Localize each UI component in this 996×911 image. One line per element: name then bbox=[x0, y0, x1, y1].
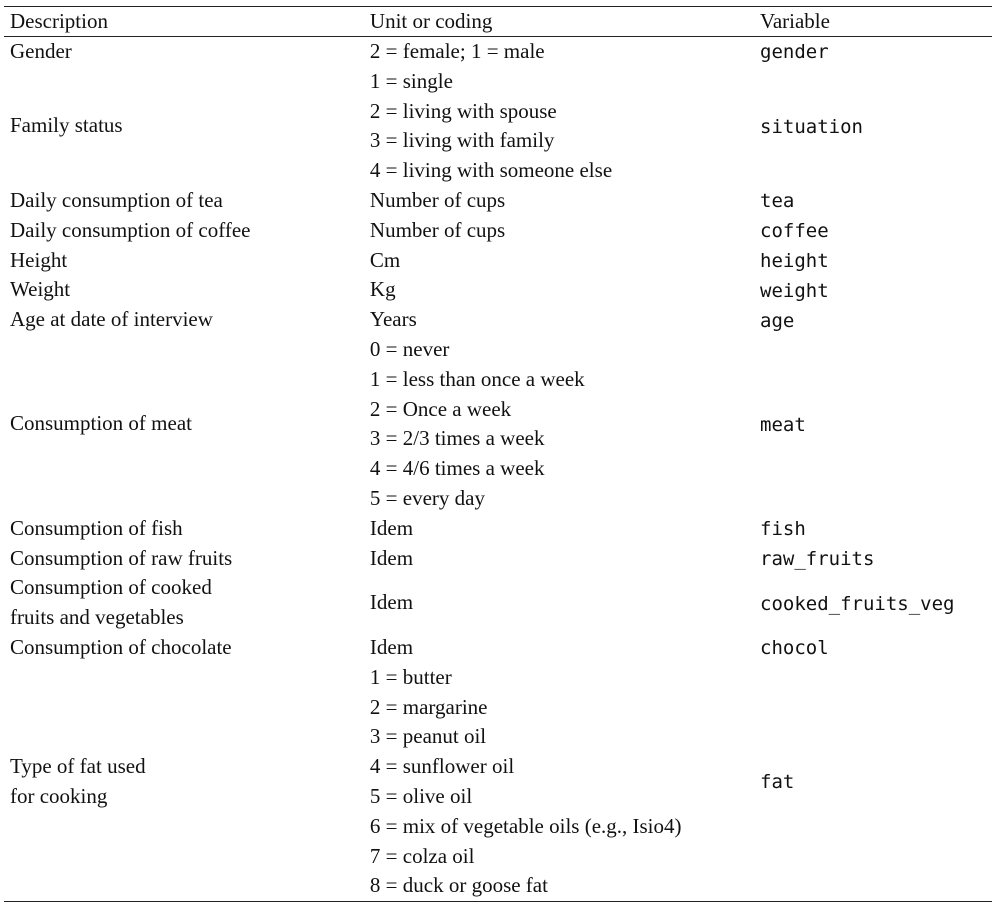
description-cell bbox=[4, 37, 364, 67]
unit-line: 2 = female; 1 = male bbox=[369, 39, 545, 63]
variable-name: age bbox=[760, 309, 795, 332]
variable-cell bbox=[754, 573, 992, 633]
unit-line: Cm bbox=[369, 247, 401, 272]
unit-line: 0 = never bbox=[369, 336, 450, 361]
unit-line: 2 = living with spouse bbox=[369, 98, 557, 123]
description-line: Consumption of cooked bbox=[10, 575, 212, 600]
table-header-row bbox=[4, 7, 992, 37]
table-row bbox=[4, 216, 992, 246]
header-description: Description bbox=[4, 7, 364, 37]
variable-cell bbox=[754, 514, 992, 544]
table-row bbox=[4, 67, 992, 186]
description-line: Height bbox=[10, 247, 68, 272]
unit-line: Number of cups bbox=[369, 217, 506, 242]
unit-cell bbox=[364, 335, 754, 514]
unit-line: 3 = peanut oil bbox=[369, 724, 487, 749]
unit-line: Idem bbox=[369, 590, 414, 615]
description-cell bbox=[4, 633, 364, 663]
unit-line: Years bbox=[369, 307, 417, 332]
description-cell bbox=[4, 573, 364, 633]
table-row bbox=[4, 573, 992, 633]
table-row bbox=[4, 305, 992, 335]
table-row bbox=[4, 544, 992, 574]
description-line: for cooking bbox=[10, 783, 108, 808]
variable-name: coffee bbox=[760, 220, 829, 243]
description-cell bbox=[4, 67, 364, 186]
description-line: Consumption of meat bbox=[10, 411, 192, 436]
table-row bbox=[4, 37, 992, 67]
table-row bbox=[4, 186, 992, 216]
variable-cell bbox=[754, 186, 992, 216]
variable-name: raw_fruits bbox=[760, 547, 875, 570]
description-line: Consumption of chocolate bbox=[10, 634, 232, 659]
description-line: Type of fat used bbox=[10, 754, 146, 779]
variable-name: situation bbox=[760, 115, 863, 138]
table-row bbox=[4, 335, 992, 514]
description-line: fruits and vegetables bbox=[10, 605, 184, 630]
variable-cell bbox=[754, 633, 992, 663]
header-variable: Variable bbox=[754, 7, 992, 37]
description-line: Age at date of interview bbox=[10, 307, 213, 332]
variable-name: fish bbox=[760, 518, 806, 541]
variable-cell bbox=[754, 246, 992, 276]
unit-line: 4 = sunflower oil bbox=[369, 754, 515, 779]
description-line: Consumption of raw fruits bbox=[10, 545, 233, 570]
unit-cell bbox=[364, 633, 754, 663]
unit-cell bbox=[364, 573, 754, 633]
description-cell bbox=[4, 275, 364, 305]
unit-line: 1 = butter bbox=[369, 664, 452, 689]
variable-name: height bbox=[760, 249, 829, 272]
unit-line: Kg bbox=[369, 277, 396, 302]
variable-name: weight bbox=[760, 279, 829, 302]
unit-line: 5 = olive oil bbox=[369, 783, 473, 808]
variable-name: cooked_fruits_veg bbox=[760, 592, 955, 615]
variable-name: gender bbox=[760, 41, 829, 64]
header-unit: Unit or coding bbox=[364, 7, 754, 37]
variable-cell bbox=[754, 663, 992, 902]
unit-line: 2 = Once a week bbox=[369, 396, 512, 421]
description-line: Daily consumption of tea bbox=[10, 187, 223, 212]
table-row bbox=[4, 663, 992, 902]
variable-name: chocol bbox=[760, 637, 829, 660]
variable-cell bbox=[754, 37, 992, 67]
description-cell bbox=[4, 335, 364, 514]
variable-cell bbox=[754, 305, 992, 335]
description-line: Gender bbox=[10, 39, 72, 63]
unit-line: Idem bbox=[369, 545, 414, 570]
unit-cell bbox=[364, 544, 754, 574]
description-line: Consumption of fish bbox=[10, 515, 183, 540]
unit-cell bbox=[364, 275, 754, 305]
unit-line: Number of cups bbox=[369, 187, 506, 212]
unit-cell bbox=[364, 305, 754, 335]
description-cell bbox=[4, 305, 364, 335]
variable-name: tea bbox=[760, 190, 795, 213]
description-cell bbox=[4, 514, 364, 544]
variable-cell bbox=[754, 275, 992, 305]
unit-line: 3 = 2/3 times a week bbox=[369, 426, 545, 451]
unit-cell bbox=[364, 246, 754, 276]
table-row bbox=[4, 633, 992, 663]
unit-line: Idem bbox=[369, 515, 414, 540]
table-row bbox=[4, 275, 992, 305]
unit-cell bbox=[364, 37, 754, 67]
unit-line: 4 = living with someone else bbox=[369, 158, 613, 183]
table-row bbox=[4, 246, 992, 276]
description-cell bbox=[4, 186, 364, 216]
unit-cell bbox=[364, 514, 754, 544]
unit-line: 1 = single bbox=[369, 68, 453, 93]
table-row bbox=[4, 514, 992, 544]
description-cell bbox=[4, 216, 364, 246]
variable-cell bbox=[754, 544, 992, 574]
description-line: Family status bbox=[10, 113, 123, 138]
unit-line: 6 = mix of vegetable oils (e.g., Isio4) bbox=[369, 813, 682, 838]
unit-cell bbox=[364, 663, 754, 902]
variables-table bbox=[4, 6, 992, 902]
unit-cell bbox=[364, 216, 754, 246]
description-cell bbox=[4, 246, 364, 276]
unit-line: 7 = colza oil bbox=[369, 843, 475, 868]
unit-cell bbox=[364, 67, 754, 186]
unit-line: 5 = every day bbox=[369, 485, 485, 510]
description-cell bbox=[4, 663, 364, 902]
variable-name: fat bbox=[760, 771, 795, 794]
unit-line: 3 = living with family bbox=[369, 128, 555, 153]
description-cell bbox=[4, 544, 364, 574]
unit-line: 8 = duck or goose fat bbox=[369, 873, 548, 898]
variable-name: meat bbox=[760, 413, 806, 436]
variable-cell bbox=[754, 216, 992, 246]
description-line: Daily consumption of coffee bbox=[10, 217, 251, 242]
variable-cell bbox=[754, 67, 992, 186]
unit-cell bbox=[364, 186, 754, 216]
unit-line: 1 = less than once a week bbox=[369, 366, 585, 391]
unit-line: 4 = 4/6 times a week bbox=[369, 456, 545, 481]
variable-cell bbox=[754, 335, 992, 514]
unit-line: Idem bbox=[369, 634, 414, 659]
unit-line: 2 = margarine bbox=[369, 694, 488, 719]
description-line: Weight bbox=[10, 277, 71, 302]
